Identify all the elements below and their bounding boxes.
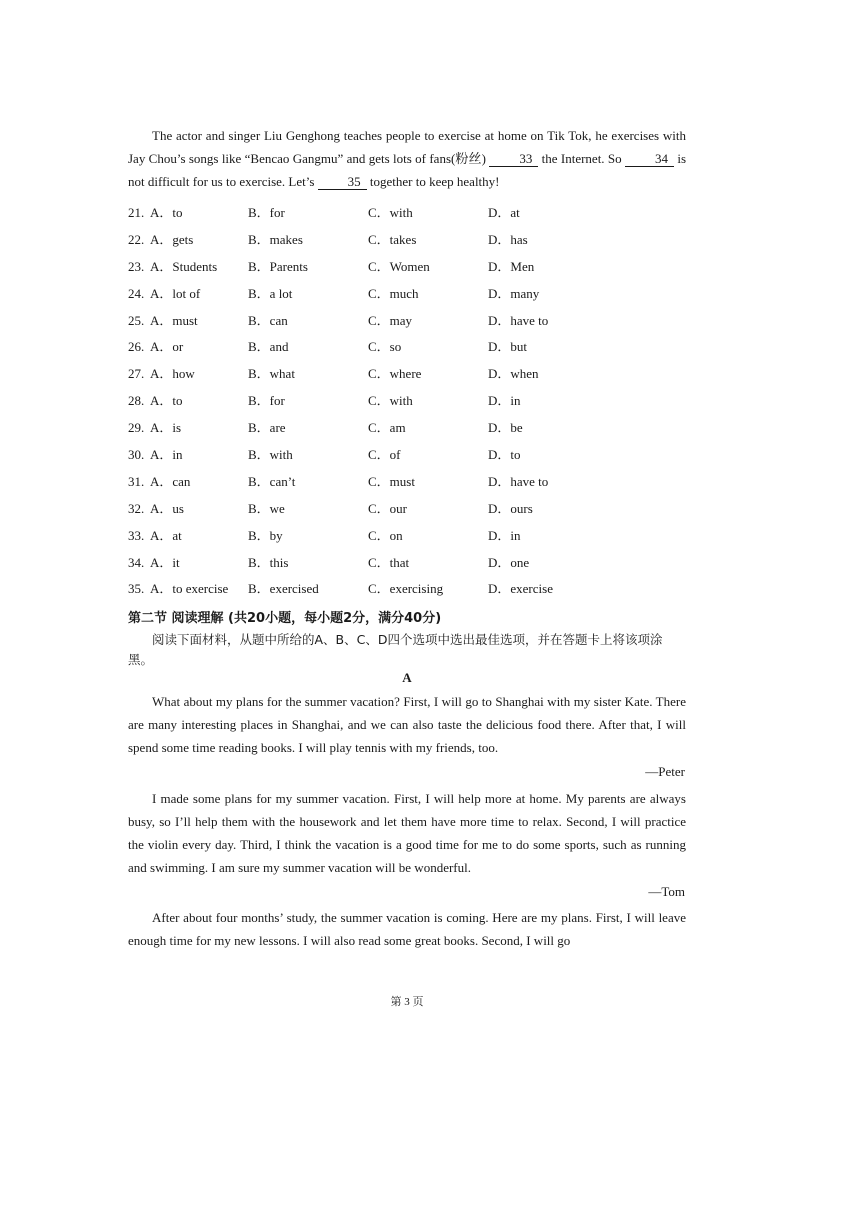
question-number: 21. [128,205,145,220]
question-row [128,388,688,415]
blank-35: 35 [318,175,367,190]
question-row [128,254,688,281]
option-c: C．Women [368,258,430,274]
passage-letter: A [402,670,412,685]
option-d: D．ours [488,500,533,516]
third-paragraph: After about four months’ study, the summer vacation is coming. Here are my plans. First, I will leave enough time for my new lessons. I will also read some great books. Second, I will go [128,910,686,948]
question-row [128,469,688,496]
intro-text-4: together to keep healthy! [366,174,500,189]
option-b: B．we [248,500,285,516]
option-d: D．have to [488,473,549,489]
option-a: A．in [150,447,183,463]
question-number: 22. [128,231,145,247]
option-a: A．lot of [150,285,201,301]
question-row [128,227,688,254]
question-row [128,200,688,227]
option-d: D．have to [488,312,549,328]
question-row [128,523,688,550]
question-row [128,576,688,603]
intro-text-3: is not difficult for us to exercise. Let’s [128,151,687,189]
option-b: B．can [248,312,288,328]
option-c: C．am [368,420,406,436]
question-number: 27. [128,366,145,382]
question-row [128,334,688,361]
option-c: C．so [368,339,402,355]
option-d: D．one [488,554,530,570]
option-c: C．exercising [368,581,444,597]
option-d: D．in [488,527,521,543]
blank-33: 33 [489,152,538,167]
option-d: D．but [488,339,528,355]
question-number: 35. [128,581,145,597]
question-list [128,200,688,603]
option-b: B．for [248,393,285,409]
option-d: D．in [488,393,521,409]
section-instruction: 阅读下面材料，从题中所给的A、B、C、D四个选项中选出最佳选项，并在答题卡上将该项涂黑。 [128,632,663,667]
option-a: A．to [150,393,183,409]
option-c: C．on [368,527,403,543]
option-b: B．exercised [248,581,319,597]
option-d: D．be [488,420,523,436]
question-number: 25. [128,312,145,328]
intro-paragraph [128,124,686,193]
section-title: 第二节 阅读理解 (共20小题，每小题2分，满分40分) [128,611,442,626]
option-c: C．where [368,366,422,382]
option-b: B．are [248,420,286,436]
option-c: C．with [368,205,413,220]
option-d: D．exercise [488,581,553,597]
question-number: 33. [128,527,145,543]
question-row [128,308,688,335]
option-a: A．must [150,312,198,328]
option-a: A．to exercise [150,581,229,597]
option-a: A．at [150,527,182,543]
option-d: D．has [488,231,528,247]
question-number: 28. [128,393,145,409]
page-number: 第 3 页 [390,996,424,1008]
option-d: D．when [488,366,539,382]
option-b: B．for [248,205,285,220]
question-number: 34. [128,554,145,570]
option-d: D．many [488,285,540,301]
option-b: B．what [248,366,295,382]
intro-text-1: The actor and singer Liu Genghong teaches people to exercise at home on Tik Tok, he exercises with Jay Chou’s songs like “Bencao Gangmu” and gets lots of fans(粉丝) [128,128,686,166]
option-d: D．at [488,205,520,220]
option-c: C．much [368,285,419,301]
option-b: B．with [248,447,293,463]
option-a: A．us [150,500,184,516]
question-row [128,361,688,388]
option-d: D．Men [488,258,535,274]
peter-signature: —Peter [645,764,685,779]
option-c: C．may [368,312,413,328]
option-a: A．how [150,366,195,382]
option-c: C．that [368,554,410,570]
option-d: D．to [488,447,521,463]
tom-signature: —Tom [648,884,685,899]
blank-34: 34 [625,152,674,167]
tom-paragraph: I made some plans for my summer vacation. First, I will help more at home. My parents are always busy, so I’ll help them with the housework and let them have more time to relax. Second, I will practice the violin every day. Third, I think the vacation is a good time for me to do some sports, such as running and swimming. I am sure my summer vacation will be wonderful. [128,791,686,875]
question-number: 30. [128,447,145,463]
question-row [128,550,688,577]
option-c: C．with [368,393,413,409]
option-a: A．it [150,554,180,570]
option-b: B．a lot [248,285,293,301]
option-b: B．this [248,554,289,570]
question-row [128,496,688,523]
question-row [128,281,688,308]
question-row [128,442,688,469]
question-number: 24. [128,285,145,301]
option-a: A．or [150,339,184,355]
option-b: B．can’t [248,473,296,489]
option-b: B．makes [248,231,303,247]
option-a: A．to [150,205,183,220]
question-number: 29. [128,420,145,436]
question-row [128,415,688,442]
question-number: 23. [128,258,145,274]
option-c: C．takes [368,231,417,247]
option-a: A．is [150,420,182,436]
intro-text-2: the Internet. So [538,151,625,166]
option-c: C．of [368,447,401,463]
question-number: 32. [128,500,145,516]
option-a: A．Students [150,258,218,274]
option-b: B．Parents [248,258,308,274]
question-number: 26. [128,339,145,355]
question-number: 31. [128,473,145,489]
option-b: B．and [248,339,289,355]
option-b: B．by [248,527,283,543]
option-c: C．our [368,500,408,516]
option-c: C．must [368,473,415,489]
option-a: A．gets [150,231,194,247]
peter-paragraph: What about my plans for the summer vacation? First, I will go to Shanghai with my sister Kate. There are many interesting places in Shanghai, and we can also taste the delicious food there. After that, I will spend some time reading books. I will play tennis with my friends, too. [128,694,686,755]
option-a: A．can [150,473,191,489]
